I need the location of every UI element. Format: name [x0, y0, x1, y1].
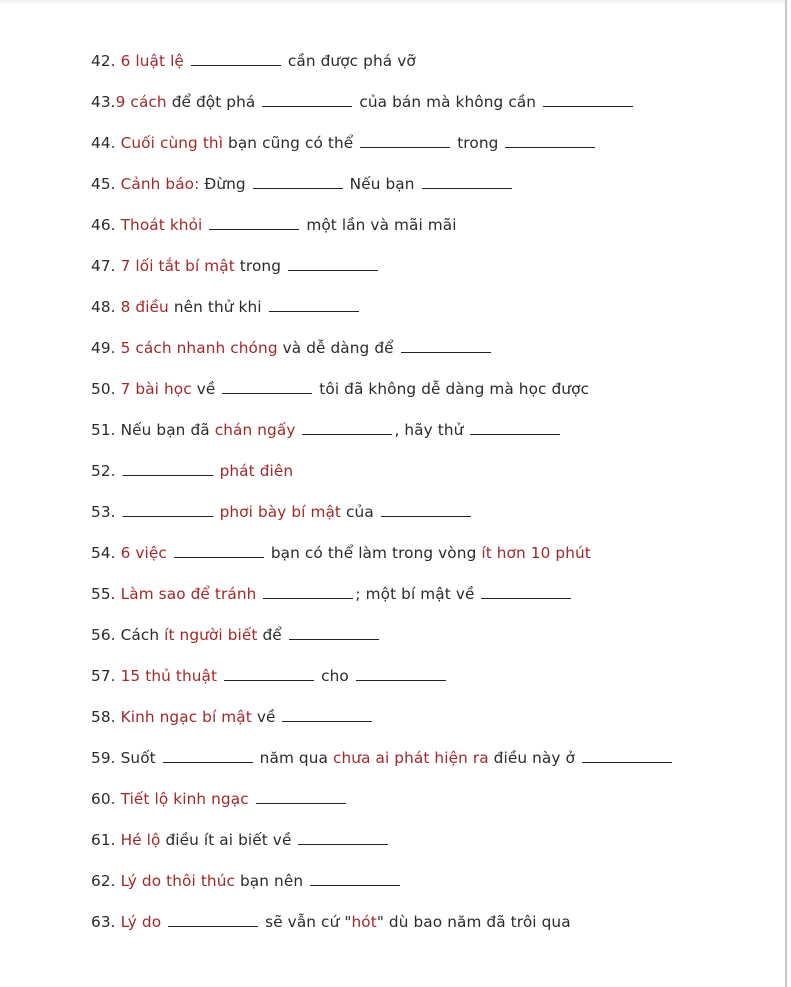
- highlighted-phrase: 6 luật lệ: [120, 52, 184, 70]
- plain-text: 56. Cách: [91, 626, 165, 644]
- highlighted-phrase: 5 cách nhanh chóng: [120, 339, 278, 357]
- fill-in-blank: [470, 420, 560, 435]
- plain-text: 49.: [91, 339, 121, 357]
- highlighted-phrase: 7 lối tắt bí mật: [120, 257, 235, 275]
- highlighted-phrase: Thoát khỏi: [120, 216, 203, 234]
- highlighted-phrase: Kinh ngạc bí mật: [120, 708, 252, 726]
- plain-text: 61.: [91, 831, 121, 849]
- headline-template-item: [91, 501, 771, 542]
- plain-text: 62.: [91, 872, 121, 890]
- fill-in-blank: [209, 215, 299, 230]
- fill-in-blank: [263, 584, 353, 599]
- fill-in-blank: [123, 461, 213, 476]
- fill-in-blank: [191, 51, 281, 66]
- fill-in-blank: [253, 174, 343, 189]
- plain-text: 59. Suốt: [91, 749, 161, 767]
- headline-template-item: [91, 419, 771, 460]
- headline-template-item: [91, 583, 771, 624]
- headline-template-item: [91, 788, 771, 829]
- fill-in-blank: [256, 789, 346, 804]
- highlighted-phrase: hót: [351, 913, 377, 931]
- fill-in-blank: [168, 912, 258, 927]
- plain-text: điều ít ai biết về: [160, 831, 297, 849]
- fill-in-blank: [224, 666, 314, 681]
- plain-text: và dễ dàng để: [277, 339, 399, 357]
- fill-in-blank: [163, 748, 253, 763]
- highlighted-phrase: Lý do: [120, 913, 162, 931]
- highlighted-phrase: ít người biết: [164, 626, 258, 644]
- plain-text: 42.: [91, 52, 121, 70]
- highlighted-phrase: Cảnh báo:: [120, 175, 200, 193]
- highlighted-phrase: phát điên: [219, 462, 294, 480]
- headline-template-item: [91, 829, 771, 870]
- plain-text: tôi đã không dễ dàng mà học được: [314, 380, 590, 398]
- fill-in-blank: [174, 543, 264, 558]
- headline-template-item: [91, 542, 771, 583]
- plain-text: [249, 790, 254, 808]
- fill-in-blank: [422, 174, 512, 189]
- plain-text: trong: [452, 134, 504, 152]
- headline-template-item: [91, 706, 771, 747]
- highlighted-phrase: Lý do thôi thúc: [120, 872, 236, 890]
- plain-text: cho: [316, 667, 354, 685]
- headline-template-item: [91, 378, 771, 419]
- plain-text: [256, 585, 261, 603]
- headline-template-item: [91, 50, 771, 91]
- fill-in-blank: [310, 871, 400, 886]
- plain-text: 52.: [91, 462, 121, 480]
- highlighted-phrase: Hé lộ: [120, 831, 161, 849]
- headline-template-item: [91, 296, 771, 337]
- plain-text: , hãy thử: [394, 421, 469, 439]
- plain-text: 43.: [91, 93, 116, 111]
- headline-template-item: [91, 91, 771, 132]
- highlighted-phrase: 15 thủ thuật: [120, 667, 218, 685]
- plain-text: sẽ vẫn cứ ": [260, 913, 352, 931]
- plain-text: 47.: [91, 257, 121, 275]
- plain-text: 54.: [91, 544, 121, 562]
- highlighted-phrase: chưa ai phát hiện ra: [332, 749, 489, 767]
- plain-text: [202, 216, 207, 234]
- headline-template-item: [91, 132, 771, 173]
- plain-text: trong: [234, 257, 286, 275]
- fill-in-blank: [269, 297, 359, 312]
- headline-template-item: [91, 173, 771, 214]
- fill-in-blank: [360, 133, 450, 148]
- plain-text: để: [257, 626, 287, 644]
- fill-in-blank: [401, 338, 491, 353]
- plain-text: năm qua: [254, 749, 333, 767]
- plain-text: 48.: [91, 298, 121, 316]
- plain-text: [161, 913, 166, 931]
- plain-text: 46.: [91, 216, 121, 234]
- page-right-border: [785, 0, 787, 987]
- highlighted-phrase: Làm sao để tránh: [120, 585, 257, 603]
- plain-text: Nếu bạn: [344, 175, 420, 193]
- headline-template-item: [91, 624, 771, 665]
- fill-in-blank: [288, 256, 378, 271]
- highlighted-phrase: 7 bài học: [120, 380, 192, 398]
- fill-in-blank: [262, 92, 352, 107]
- plain-text: của: [341, 503, 379, 521]
- headline-template-item: [91, 214, 771, 255]
- highlighted-phrase: 8 điều: [120, 298, 169, 316]
- plain-text: [295, 421, 300, 439]
- plain-text: về: [191, 380, 221, 398]
- fill-in-blank: [582, 748, 672, 763]
- plain-text: điều này ở: [488, 749, 580, 767]
- fill-in-blank: [356, 666, 446, 681]
- fill-in-blank: [222, 379, 312, 394]
- plain-text: về: [251, 708, 281, 726]
- plain-text: 57.: [91, 667, 121, 685]
- plain-text: 44.: [91, 134, 121, 152]
- highlighted-phrase: phơi bày bí mật: [219, 503, 342, 521]
- plain-text: 55.: [91, 585, 121, 603]
- plain-text: [217, 667, 222, 685]
- fill-in-blank: [298, 830, 388, 845]
- plain-text: 63.: [91, 913, 121, 931]
- headline-template-item: [91, 665, 771, 706]
- fill-in-blank: [543, 92, 633, 107]
- plain-text: để đột phá: [166, 93, 261, 111]
- highlighted-phrase: ít hơn 10 phút: [481, 544, 591, 562]
- headline-template-item: [91, 255, 771, 296]
- highlighted-phrase: 6 việc: [120, 544, 167, 562]
- plain-text: " dù bao năm đã trôi qua: [376, 913, 571, 931]
- highlighted-phrase: Tiết lộ kinh ngạc: [120, 790, 249, 808]
- highlighted-phrase: Cuối cùng thì: [120, 134, 224, 152]
- fill-in-blank: [282, 707, 372, 722]
- plain-text: nên thử khi: [168, 298, 267, 316]
- plain-text: [184, 52, 189, 70]
- page-top-shadow: [0, 0, 786, 4]
- fill-in-blank: [289, 625, 379, 640]
- plain-text: cần được phá vỡ: [282, 52, 416, 70]
- plain-text: một lần và mãi mãi: [301, 216, 457, 234]
- plain-text: Đừng: [199, 175, 251, 193]
- highlighted-phrase: chán ngấy: [214, 421, 296, 439]
- plain-text: [167, 544, 172, 562]
- fill-in-blank: [302, 420, 392, 435]
- headline-template-item: [91, 337, 771, 378]
- headline-template-item: [91, 460, 771, 501]
- plain-text: 51. Nếu bạn đã: [91, 421, 215, 439]
- headline-template-item: [91, 747, 771, 788]
- fill-in-blank: [481, 584, 571, 599]
- fill-in-blank: [505, 133, 595, 148]
- plain-text: 58.: [91, 708, 121, 726]
- plain-text: 53.: [91, 503, 121, 521]
- highlighted-phrase: 9 cách: [115, 93, 167, 111]
- plain-text: bạn nên: [235, 872, 309, 890]
- headline-template-item: [91, 870, 771, 911]
- fill-in-blank: [123, 502, 213, 517]
- plain-text: 45.: [91, 175, 121, 193]
- plain-text: bạn có thể làm trong vòng: [265, 544, 482, 562]
- plain-text: 60.: [91, 790, 121, 808]
- headline-template-item: [91, 911, 771, 952]
- headline-template-list: [91, 50, 771, 952]
- plain-text: của bán mà không cần: [354, 93, 542, 111]
- plain-text: 50.: [91, 380, 121, 398]
- plain-text: ; một bí mật về: [355, 585, 480, 603]
- plain-text: bạn cũng có thể: [223, 134, 359, 152]
- fill-in-blank: [381, 502, 471, 517]
